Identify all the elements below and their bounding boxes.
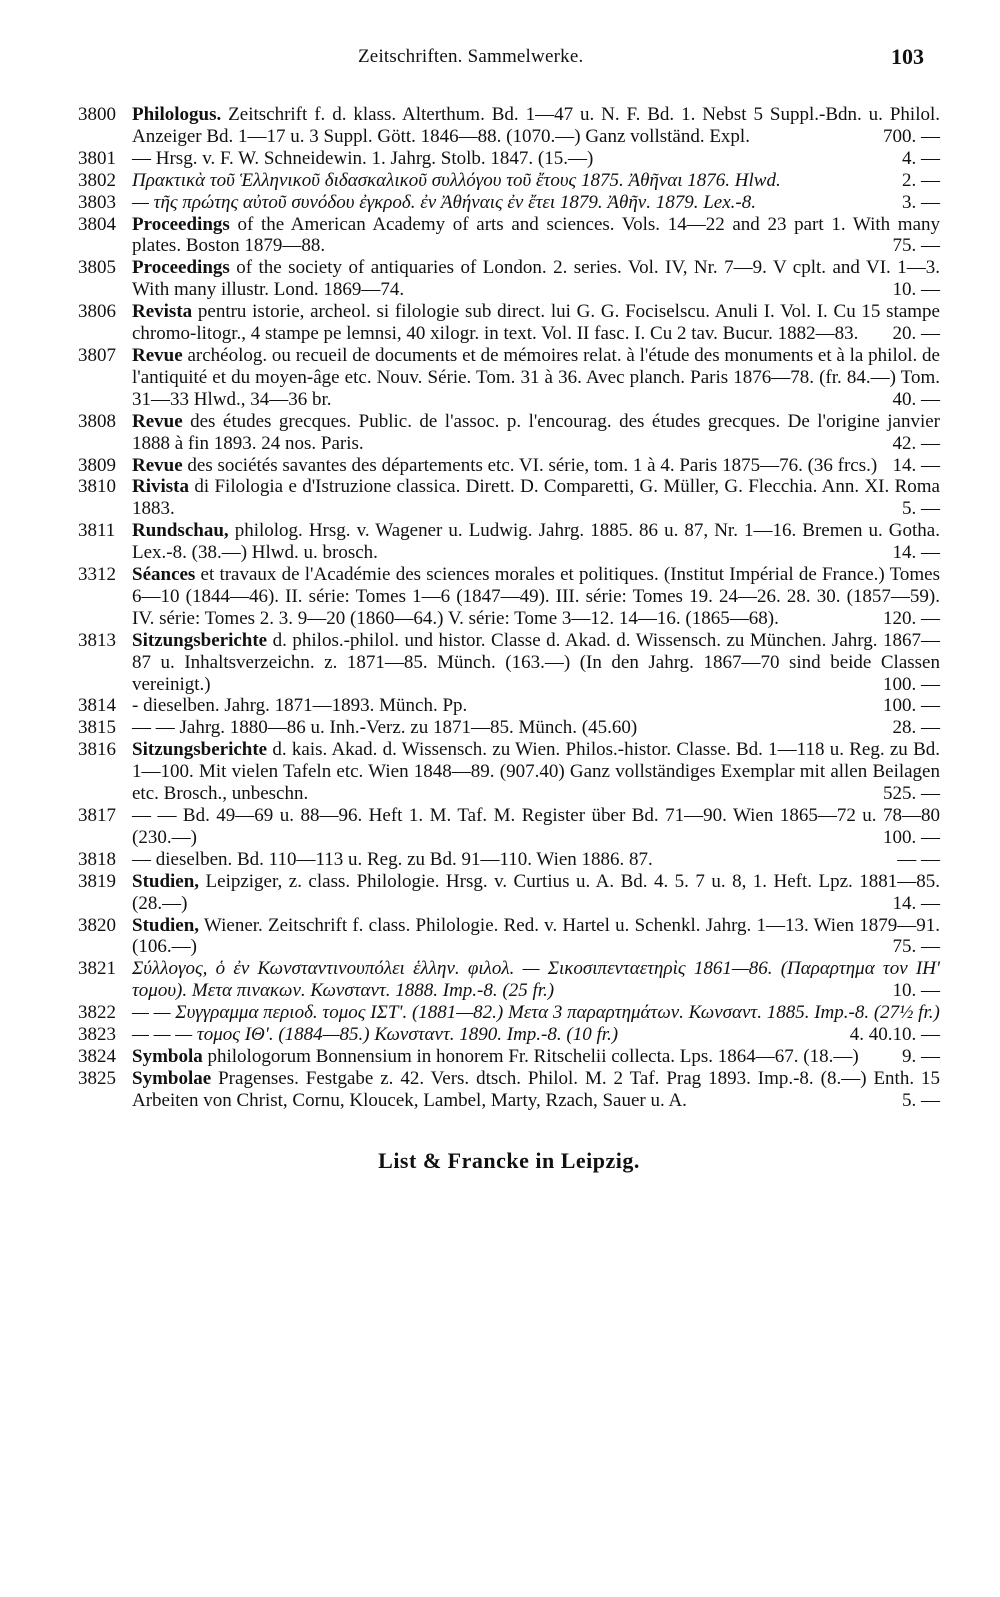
catalog-entry — [78, 257, 940, 301]
entry-number: 3802 — [78, 169, 116, 191]
catalog-entry — [78, 192, 940, 214]
entry-description: des études grecques. Public. de l'assoc. p. l'encourag. des études grecques. De l'origine janvier 1888 à fin 1893. 24 nos. Paris. — [132, 410, 940, 454]
entry-price: 75. — — [892, 936, 940, 958]
entry-description: Wiener. Zeitschrift f. class. Philologie. Red. v. Hartel u. Schenkl. Jahrg. 1—13. Wien 1879—91. (106.—) — [132, 914, 940, 958]
entry-number: 3815 — [78, 717, 116, 739]
entry-description: — — Jahrg. 1880—86 u. Inh.-Verz. zu 1871—85. Münch. (45.60) — [132, 717, 638, 739]
entry-description: — — Bd. 49—69 u. 88—96. Heft 1. M. Taf. M. Register über Bd. 71—90. Wien 1865—72 u. 78—80 (230.—) — [132, 805, 940, 848]
page — [78, 40, 940, 1174]
entry-body — [132, 104, 940, 147]
entry-number: 3824 — [78, 1045, 116, 1067]
entry-price: 14. — — [892, 542, 940, 564]
entry-body — [132, 411, 940, 454]
entry-body — [132, 871, 940, 914]
entry-description: Πρακτικὰ τοῦ Ἑλληνικοῦ διδασκαλικοῦ συλλόγου τοῦ ἔτους 1875. Ἀθῆναι 1876. Hlwd. — [132, 169, 781, 191]
entry-description: philolog. Hrsg. v. Wagener u. Ludwig. Jahrg. 1885. 86 u. 87, Nr. 1—16. Bremen u. Gotha. Lex.-8. (38.—) Hlwd. u. brosch. — [132, 520, 940, 564]
entry-number: 3822 — [78, 1002, 116, 1024]
entry-description: Leipziger, z. class. Philologie. Hrsg. v. Curtius u. A. Bd. 4. 5. 7 u. 8, 1. Heft. Lpz. 1881—85. (28.—) — [132, 870, 940, 914]
entry-description: — τῆς πρώτης αὐτοῦ συνόδου ἐγκρoδ. ἐν Ἀθήναις ἐν ἔτει 1879. Ἀθῆν. 1879. Lex.-8. — [132, 191, 756, 213]
catalog-entry — [78, 564, 940, 630]
entry-description: philologorum Bonnensium in honorem Fr. Ritschelii collecta. Lps. 1864—67. (18.—) — [202, 1045, 859, 1067]
entry-price: 10. — — [892, 279, 940, 301]
entry-number: 3821 — [78, 958, 116, 980]
entry-description: - dieselben. Jahrg. 1871—1893. Münch. Pp. — [132, 695, 468, 717]
entry-body — [132, 739, 940, 804]
entry-price: — — — [897, 848, 940, 870]
entry-number: 3819 — [78, 870, 116, 892]
entry-number: 3818 — [78, 848, 116, 870]
catalog-entry — [78, 871, 940, 915]
catalog-entry — [78, 717, 940, 739]
entry-price: 10. — — [892, 980, 940, 1002]
entry-number: 3810 — [78, 476, 116, 498]
entry-description: Σύλλογος, ὁ ἐν Κωνσταντινουπόλει ἑλλην. φιλολ. — Σικοσιπενταετηρὶς 1861—86. (Παραρτημα τον ΙΗ' τομου). Μετα πινακων. Κωνσταντ. 1888. Imp.-8. (25 fr.) — [132, 958, 940, 1002]
entry-body — [132, 454, 940, 476]
entry-description: — Hrsg. v. F. W. Schneidewin. 1. Jahrg. Stolb. 1847. (15.—) — [132, 147, 594, 169]
catalog-entry — [78, 520, 940, 564]
catalog-entry — [78, 148, 940, 170]
entry-price: 100. — — [883, 673, 940, 695]
catalog-entry — [78, 455, 940, 477]
entry-number: 3814 — [78, 695, 116, 717]
entry-body — [132, 848, 940, 870]
entry-description: des sociétés savantes des départements etc. VI. série, tom. 1 à 4. Paris 1875—76. (36 frcs.) — [182, 454, 878, 476]
entry-price: 28. — — [892, 717, 940, 739]
catalog-entry — [78, 170, 940, 192]
catalog-entry — [78, 915, 940, 959]
entry-description: — — Συγγραμμα περιοδ. τομος ΙΣΤ'. (1881—82.) Μετα 3 παραρτημάτων. Κωνσαντ. 1885. Imp.-8. (27½ fr.) — [132, 1002, 940, 1024]
entry-heading: Rundschau, — [132, 520, 229, 542]
entry-price: 4. 40. — [849, 1024, 893, 1046]
entry-price: 20. — — [892, 323, 940, 345]
entry-body — [132, 695, 940, 717]
entry-body — [132, 630, 940, 695]
page-header — [78, 40, 940, 82]
catalog-entry — [78, 1046, 940, 1068]
catalog-entry — [78, 345, 940, 411]
entry-description: Zeitschrift f. d. klass. Alterthum. Bd. 1—47 u. N. F. Bd. 1. Nebst 5 Suppl.-Bdn. u. Philol. Anzeiger Bd. 1—17 u. 3 Suppl. Gött. 1846—88. (1070.—) Ganz vollständ. Expl. — [132, 104, 940, 147]
entry-price: 100. — — [883, 695, 940, 717]
entry-body — [132, 805, 940, 848]
entry-price: 5. — — [902, 1089, 940, 1111]
entry-number: 3823 — [78, 1024, 116, 1046]
entry-body — [132, 717, 940, 739]
entry-heading: Symbolae — [132, 1067, 212, 1089]
entry-description: Pragenses. Festgabe z. 42. Vers. dtsch. Philol. M. 2 Taf. Prag 1893. Imp.-8. (8.—) Enth. 15 Arbeiten von Christ, Cornu, Kloucek, Lambel, Marty, Rzach, Sauer u. A. — [132, 1067, 940, 1111]
entry-price: 2. — — [902, 169, 940, 191]
entry-number: 3817 — [78, 805, 116, 826]
entry-number: 3816 — [78, 739, 116, 761]
entry-heading: Symbola — [132, 1045, 203, 1067]
entry-body — [132, 958, 940, 1001]
publisher-footer: List & Francke in Leipzig. — [378, 1147, 640, 1173]
catalog-entry — [78, 301, 940, 345]
entry-heading: Séances — [132, 564, 196, 586]
entry-body — [132, 345, 940, 410]
entry-body — [132, 564, 940, 629]
entry-description: of the society of antiquaries of London. 2. series. Vol. IV, Nr. 7—9. V cplt. and VI. 1—3. With many illustr. Lond. 1869—74. — [132, 257, 940, 301]
entry-number: 3805 — [78, 257, 116, 279]
catalog-entry — [78, 805, 940, 849]
catalog-entry — [78, 411, 940, 455]
running-title: Zeitschriften. Sammelwerke. — [358, 46, 584, 67]
entry-body — [132, 214, 940, 257]
entry-number: 3801 — [78, 147, 116, 169]
entry-description: d. philos.-philol. und histor. Classe d. Akad. d. Wissensch. zu München. Jahrg. 1867—87 u. Inhaltsverzeichn. z. 1871—85. Münch. (163.—) (In den Jahrg. 1867—70 sind beide Classen vereinigt.) — [132, 629, 940, 695]
entry-heading: Studien, — [132, 914, 200, 936]
entry-number: 3312 — [78, 564, 116, 586]
entry-price: 40. — — [892, 388, 940, 410]
entry-price: 100. — — [883, 826, 940, 848]
entry-price: 14. — — [892, 892, 940, 914]
entry-number: 3803 — [78, 191, 116, 213]
entry-number: 3811 — [78, 520, 116, 542]
entry-description: of the American Academy of arts and sciences. Vols. 14—22 and 23 part 1. With many plates. Boston 1879—88. — [132, 213, 940, 257]
entry-price: 75. — — [892, 235, 940, 257]
catalog-entry — [78, 1068, 940, 1112]
entry-body — [132, 1024, 893, 1046]
entry-number: 3825 — [78, 1067, 116, 1089]
entry-heading: Studien, — [132, 870, 200, 892]
catalog-entry — [78, 739, 940, 805]
entry-heading: Sitzungsberichte — [132, 739, 268, 761]
entry-heading: Proceedings — [132, 257, 230, 279]
entry-number: 3808 — [78, 410, 116, 432]
catalog-entry — [78, 1024, 940, 1046]
entry-number: 3806 — [78, 301, 116, 323]
catalog-entry — [78, 214, 940, 258]
entry-body — [132, 169, 940, 191]
catalog-entry — [78, 104, 940, 148]
entry-body — [132, 476, 940, 519]
entry-price: 9. — — [902, 1045, 940, 1067]
entry-body — [132, 1068, 940, 1111]
entry-price: 10. — — [892, 1024, 940, 1046]
entry-body — [132, 1045, 940, 1067]
entry-number: 3804 — [78, 213, 116, 235]
entry-number: 3800 — [78, 104, 116, 125]
entry-number: 3820 — [78, 914, 116, 936]
entry-heading: Sitzungsberichte — [132, 629, 268, 651]
entry-heading: Revue — [132, 454, 183, 476]
catalog-entry — [78, 958, 940, 1002]
entry-description: archéolog. ou recueil de documents et de mémoires relat. à l'étude des monuments et à la philol. de l'antiquité et du moyen-âge etc. Nouv. Série. Tom. 31 à 36. Avec planch. Paris 1876—78. (fr. 84.—) Tom. 31—33 Hlwd., 34—36 br. — [132, 344, 940, 410]
entry-description: d. kais. Akad. d. Wissensch. zu Wien. Philos.-histor. Classe. Bd. 1—118 u. Reg. zu Bd. 1—100. Mit vielen Tafeln etc. Wien 1848—89. (907.40) Ganz vollständiges Exemplar mit allen Beilagen etc. Brosch., unbeschn. — [132, 739, 940, 805]
entry-price: 120. — — [883, 607, 940, 629]
entry-body — [132, 520, 940, 563]
entry-description: di Filologia e d'Istruzione classica. Dirett. D. Comparetti, G. Müller, G. Flecchia. Ann. XI. Roma 1883. — [132, 476, 940, 520]
entry-number: 3809 — [78, 454, 116, 476]
entry-body — [132, 257, 940, 300]
entry-price: 525. — — [883, 783, 940, 805]
entry-body — [132, 301, 940, 344]
entry-body — [132, 191, 940, 213]
entry-price: 14. — — [892, 454, 940, 476]
catalog-entry — [78, 849, 940, 871]
entry-body — [132, 147, 940, 169]
entry-price: 42. — — [892, 432, 940, 454]
entry-heading: Revue — [132, 344, 183, 366]
entry-description: pentru istorie, archeol. si filologie sub direct. lui G. G. Fociselscu. Anuli I. Vol. I. Cu 15 stampe chromo-litogr., 4 stampe pe lemnsi, 40 xilogr. in text. Vol. II fasc. I. Cu 2 tav. Bucur. 1882—83. — [132, 301, 940, 345]
entry-heading: Revista — [132, 301, 193, 323]
entry-heading: Proceedings — [132, 213, 230, 235]
entry-price: 5. — — [902, 498, 940, 520]
entry-description: — dieselben. Bd. 110—113 u. Reg. zu Bd. 91—110. Wien 1886. 87. — [132, 848, 653, 870]
entry-heading: Revue — [132, 410, 183, 432]
entry-price: 4. — — [902, 147, 940, 169]
catalog-entry — [78, 695, 940, 717]
entry-body — [132, 915, 940, 958]
entry-number: 3807 — [78, 344, 116, 366]
catalog-entry — [78, 476, 940, 520]
entry-number: 3813 — [78, 629, 116, 651]
catalog-entry — [78, 630, 940, 696]
entry-heading: Philologus. — [132, 104, 222, 125]
entry-price: 3. — — [902, 191, 940, 213]
entry-price: 700. — — [883, 125, 940, 147]
entry-description: et travaux de l'Académie des sciences morales et politiques. (Institut Impérial de France.) Tomes 6—10 (1844—46). II. série: Tomes 1—6 (1847—49). III. série: Tomes 19. 24—26. 28. 30. (1857—59). IV. série: Tomes 2. 3. 9—20 (1860—64.) V. série: Tome 3—12. 14—16. (1865—68). — [132, 564, 940, 629]
entry-description: — — — τομος ΙΘ'. (1884—85.) Κωνσταντ. 1890. Imp.-8. (10 fr.) — [132, 1024, 619, 1046]
page-number: 103 — [891, 44, 924, 69]
entry-heading: Rivista — [132, 476, 189, 498]
catalog-entries — [78, 104, 940, 1112]
